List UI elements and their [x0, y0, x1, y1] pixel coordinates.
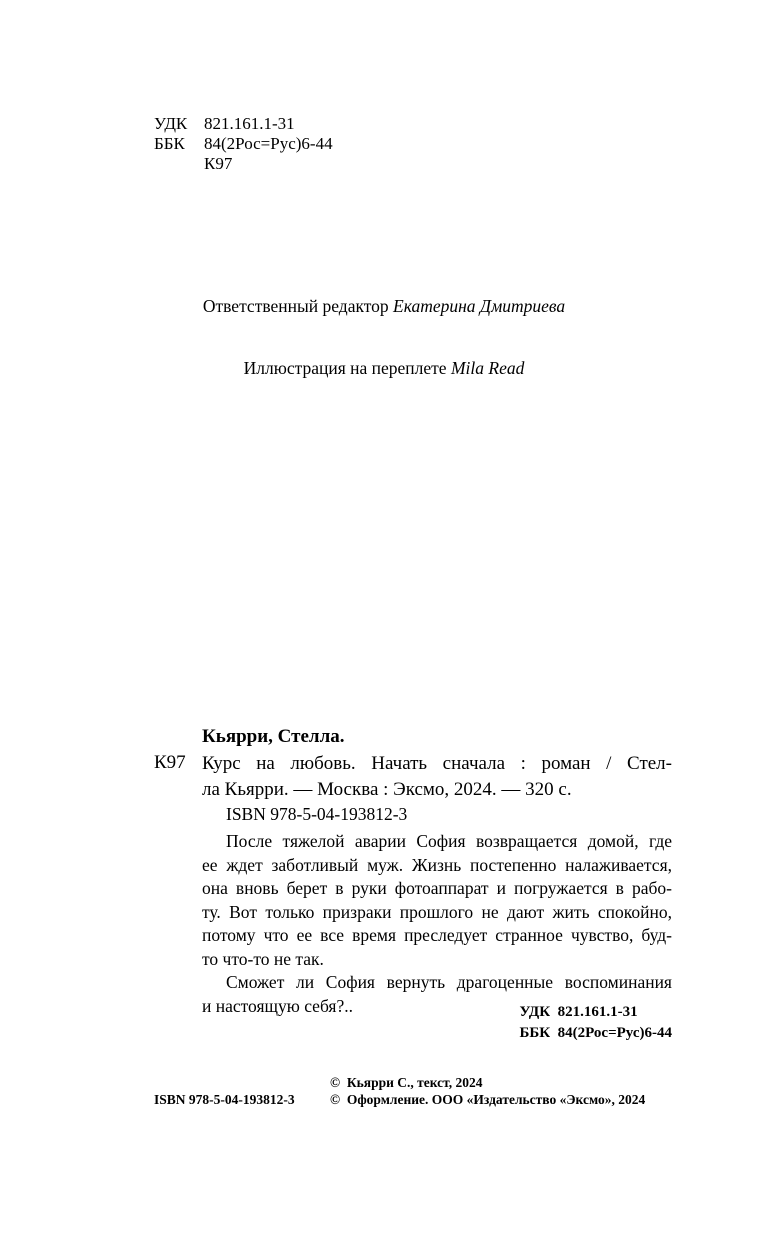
title-line-1: Курс на любовь. Начать сначала : роман / Стел- — [202, 753, 672, 774]
editor-name: Екатерина Дмитриева — [393, 296, 566, 316]
illustration-role: Иллюстрация на переплете — [243, 358, 447, 378]
catalog-author: Кьярри, Стелла. — [202, 726, 345, 747]
editor-credit — [0, 296, 768, 317]
bbk-label: ББК — [154, 134, 185, 153]
annotation-line: и настоящую себя?.. — [202, 995, 353, 1016]
annotation-line: она вновь берет в руки фотоаппарат и погружается в рабо- — [202, 878, 672, 898]
copyright-text: © Кьярри С., текст, 2024 — [330, 1075, 483, 1090]
catalog-bbk: ББК 84(2Рос=Рус)6-44 — [519, 1025, 672, 1041]
catalog-isbn: ISBN 978-5-04-193812-3 — [226, 804, 408, 824]
annotation-line: ее ждет заботливый муж. Жизнь постепенно налаживается, — [202, 854, 672, 875]
illustration-credit — [0, 358, 768, 379]
annotation-line: Сможет ли София вернуть драгоценные воспоминания — [226, 972, 672, 992]
annotation-line: потому что ее все время преследует странное чувство, буд- — [202, 925, 672, 945]
editor-role: Ответственный редактор — [202, 296, 389, 316]
bbk-row — [154, 134, 333, 154]
catalog-author-mark: К97 — [154, 752, 186, 773]
author-mark: К97 — [204, 154, 233, 173]
bbk-value: 84(2Рос=Рус)6-44 — [204, 134, 333, 153]
annotation-line: После тяжелой аварии София возвращается домой, где — [226, 831, 672, 851]
udk-row — [154, 114, 333, 134]
title-line-2: ла Кьярри. — Москва : Эксмо, 2024. — 320 с. — [202, 779, 572, 800]
annotation-line: ту. Вот только призраки прошлого не дают жить спокойно, — [202, 901, 672, 922]
classification-codes — [154, 114, 333, 174]
annotation — [202, 830, 672, 1018]
copyright-isbn: ISBN 978-5-04-193812-3 — [154, 1092, 295, 1107]
copyright-design: © Оформление. ООО «Издательство «Эксмо», 2024 — [330, 1092, 646, 1107]
illustration-name: Mila Read — [450, 358, 525, 378]
catalog-codes — [519, 1002, 672, 1044]
udk-value: 821.161.1-31 — [204, 114, 295, 133]
catalog-title — [202, 751, 672, 803]
author-mark-row — [154, 154, 333, 174]
annotation-line: то что-то не так. — [202, 948, 324, 969]
udk-label: УДК — [154, 114, 188, 133]
catalog-udk: УДК 821.161.1-31 — [519, 1004, 638, 1020]
